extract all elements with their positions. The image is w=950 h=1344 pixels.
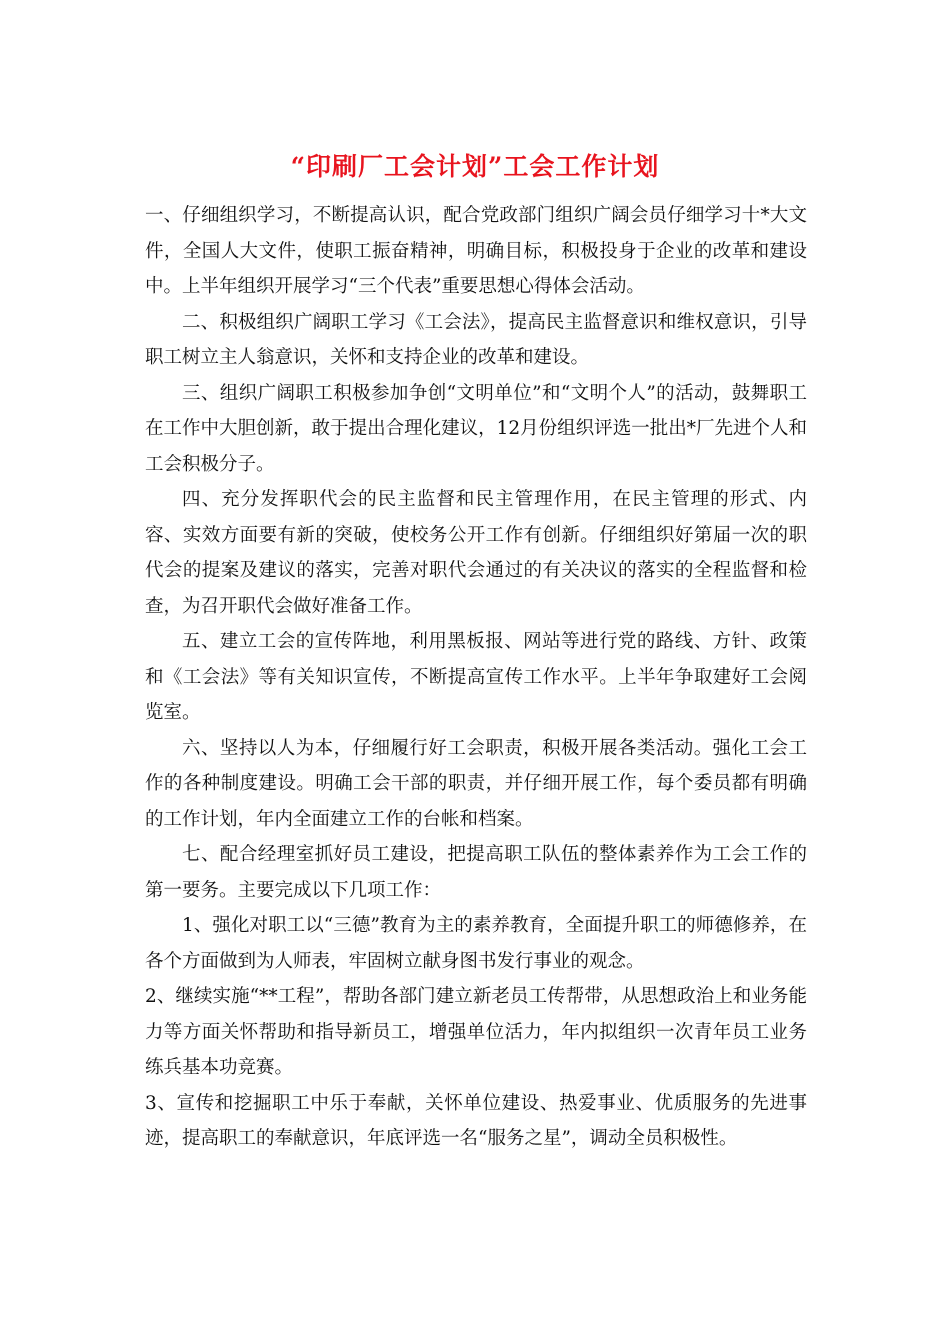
document-title: “印刷厂工会计划”工会工作计划 (290, 152, 660, 181)
document-body (145, 198, 807, 1157)
list-item-1: 1、强化对职工以“三德”教育为主的素养教育，全面提升职工的师德修养，在各个方面做到为人师表，牢固树立献身图书发行事业的观念。 (145, 915, 807, 972)
paragraph-3: 三、组织广阔职工积极参加争创“文明单位”和“文明个人”的活动，鼓舞职工在工作中大胆创新，敢于提出合理化建议，12月份组织评选一批出*厂先进个人和工会积极分子。 (145, 382, 807, 475)
paragraph-7: 七、配合经理室抓好员工建设，把提高职工队伍的整体素养作为工会工作的第一要务。主要完成以下几项工作： (145, 844, 807, 901)
paragraph-5: 五、建立工会的宣传阵地，利用黑板报、网站等进行党的路线、方针、政策和《工会法》等有关知识宣传，不断提高宣传工作水平。上半年争取建好工会阅览室。 (145, 631, 807, 723)
paragraph-4: 四、充分发挥职代会的民主监督和民主管理作用，在民主管理的形式、内容、实效方面要有新的突破，使校务公开工作有创新。仔细组织好第届一次的职代会的提案及建议的落实，完善对职代会通过的有关决议的落实的全程监督和检查，为召开职代会做好准备工作。 (145, 489, 807, 617)
paragraph-1: 一、仔细组织学习，不断提高认识，配合党政部门组织广阔会员仔细学习十*大文件，全国人大文件，使职工振奋精神，明确目标，积极投身于企业的改革和建设中。上半年组织开展学习“三个代表”重要思想心得体会活动。 (145, 205, 807, 297)
list-item-3: 3、宣传和挖掘职工中乐于奉献，关怀单位建设、热爱事业、优质服务的先进事迹，提高职工的奉献意识，年底评选一名“服务之星”，调动全员积极性。 (145, 1092, 807, 1149)
list-item-2: 2、继续实施“**工程”，帮助各部门建立新老员工传帮带，从思想政治上和业务能力等方面关怀帮助和指导新员工，增强单位活力，年内拟组织一次青年员工业务练兵基本功竞赛。 (145, 986, 807, 1078)
paragraph-6: 六、坚持以人为本，仔细履行好工会职责，积极开展各类活动。强化工会工作的各种制度建设。明确工会干部的职责，并仔细开展工作，每个委员都有明确的工作计划，年内全面建立工作的台帐和档案。 (145, 737, 807, 830)
paragraph-2: 二、积极组织广阔职工学习《工会法》，提高民主监督意识和维权意识，引导职工树立主人翁意识，关怀和支持企业的改革和建设。 (145, 311, 807, 368)
